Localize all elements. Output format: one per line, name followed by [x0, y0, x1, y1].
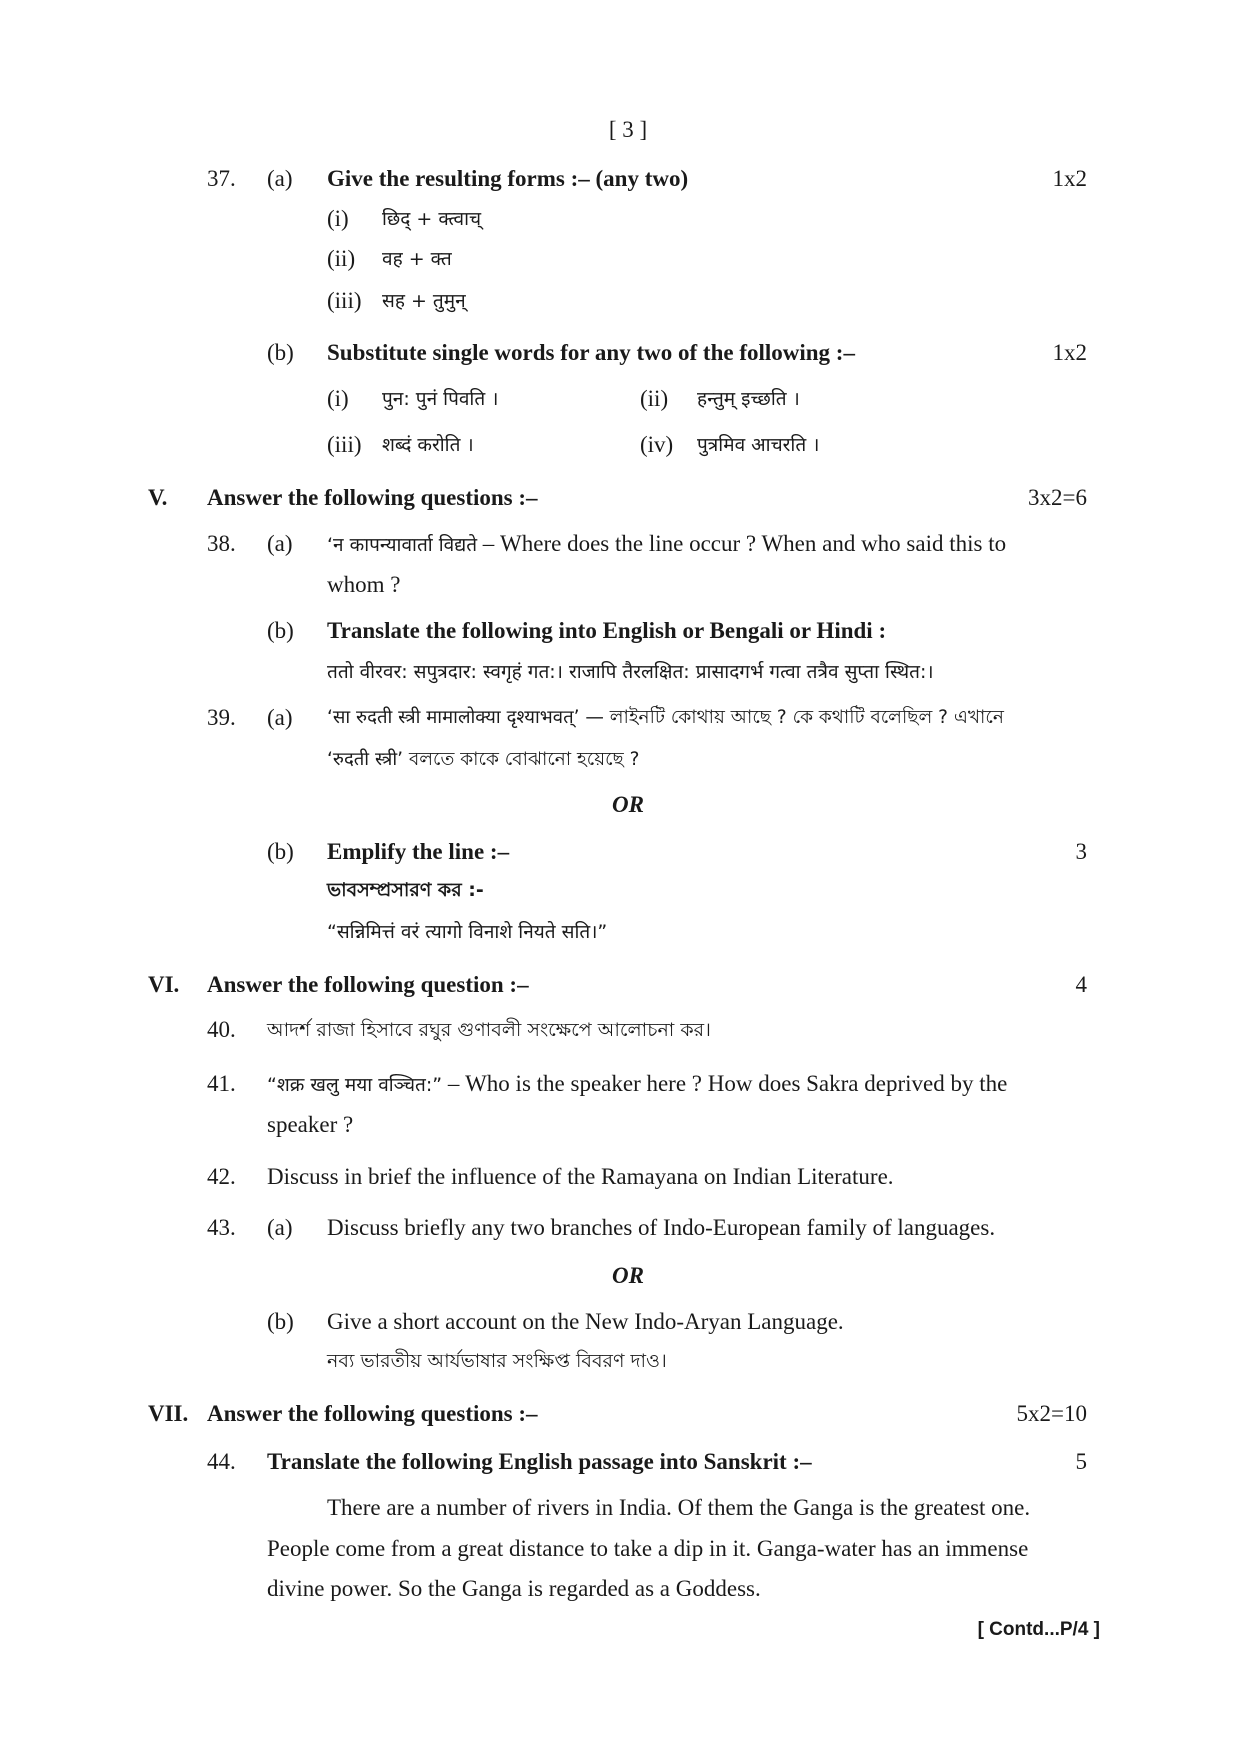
question-title: Substitute single words for any two of the following :– — [327, 340, 855, 365]
part-label: (b) — [267, 340, 294, 365]
part-label: (b) — [267, 839, 294, 864]
bengali-instruction: ভাবসম্প্রসারণ কর :- — [327, 879, 484, 901]
item-text: सह + तुमुन् — [382, 290, 466, 312]
item-text: पुन: पुनं पिवति । — [382, 388, 499, 410]
section-roman: VII. — [148, 1401, 189, 1426]
part-label: (a) — [267, 531, 293, 556]
marks: 4 — [1075, 972, 1087, 997]
part-label: (b) — [267, 618, 294, 643]
sanskrit-quote: “शक्र खलु मया वञ्चित:” — [267, 1074, 443, 1096]
section-title: Answer the following question :– — [207, 972, 529, 997]
item-label: (iii) — [327, 432, 362, 457]
question-title: Give the resulting forms :– (any two) — [327, 166, 689, 191]
item-label: (iv) — [640, 432, 674, 457]
question-number: 40. — [207, 1017, 236, 1042]
section-title: Answer the following questions :– — [207, 1401, 538, 1426]
marks: 1x2 — [1052, 166, 1087, 191]
question-text — [267, 1069, 1007, 1100]
item-label: (i) — [327, 206, 349, 231]
item-text: हन्तुम् इच्छति । — [697, 388, 800, 410]
question-number: 44. — [207, 1449, 236, 1474]
passage-line: People come from a great distance to take a dip in it. Ganga-water has an immense — [267, 1536, 1029, 1561]
question-text: ‘सा रुदती स्त्री मामालोक्या दृश्याभवत्’ — লাইনটি কোথায় আছে ? কে কথাটি বলেছিল ? এখানে — [327, 707, 1004, 728]
question-text: Discuss briefly any two branches of Indo-European family of languages. — [327, 1215, 996, 1240]
marks: 5x2=10 — [1016, 1401, 1087, 1426]
passage-line: There are a number of rivers in India. Of them the Ganga is the greatest one. — [327, 1495, 1031, 1520]
item-label: (ii) — [640, 386, 669, 411]
sanskrit-quote: “सन्निमित्तं वरं त्यागो विनाशे नियते सति।” — [327, 921, 608, 943]
marks: 3x2=6 — [1028, 485, 1087, 510]
question-text-english: – Who is the speaker here ? How does Sakra deprived by the — [442, 1071, 1008, 1096]
section-roman: VI. — [148, 972, 180, 997]
part-label: (a) — [267, 705, 293, 730]
question-text: Discuss in brief the influence of the Ramayana on Indian Literature. — [267, 1164, 894, 1189]
question-text — [327, 529, 1006, 560]
question-text-english: – Where does the line occur ? When and who said this to — [477, 531, 1007, 556]
question-title: Emplify the line :– — [327, 839, 510, 864]
or-separator: OR — [612, 792, 644, 817]
question-number: 37. — [207, 166, 236, 191]
part-label: (b) — [267, 1309, 294, 1334]
question-number: 39. — [207, 705, 236, 730]
or-separator: OR — [612, 1263, 644, 1288]
sanskrit-quote: ‘न कापन्यावार्ता विद्यते — [327, 534, 478, 556]
continued-footer: [ Contd...P/4 ] — [977, 1619, 1100, 1640]
marks: 5 — [1075, 1449, 1087, 1474]
question-title: Translate the following English passage into Sanskrit :– — [267, 1449, 812, 1474]
question-number: 38. — [207, 531, 236, 556]
sanskrit-passage: ततो वीरवर: सपुत्रदार: स्वगृहं गत:। राजापि तैरलक्षित: प्रासादगर्भ गत्वा तत्रैव सुप्ता स्थित:। — [327, 661, 934, 683]
question-number: 41. — [207, 1071, 236, 1096]
question-text-cont: speaker ? — [267, 1112, 354, 1137]
page-number: [ 3 ] — [608, 117, 648, 142]
question-text: Give a short account on the New Indo-Aryan Language. — [327, 1309, 844, 1334]
question-number: 42. — [207, 1164, 236, 1189]
item-text: छिद् + क्त्वाच् — [382, 208, 482, 230]
item-label: (i) — [327, 386, 349, 411]
item-label: (iii) — [327, 288, 362, 313]
question-text-cont: whom ? — [327, 572, 401, 597]
part-label: (a) — [267, 1215, 293, 1240]
question-number: 43. — [207, 1215, 236, 1240]
question-title: Translate the following into English or Bengali or Hindi : — [327, 618, 887, 643]
section-title: Answer the following questions :– — [207, 485, 538, 510]
section-roman: V. — [148, 485, 168, 510]
bengali-text: নব্য ভারতীয় আর্যভাষার সংক্ষিপ্ত বিবরণ দাও। — [327, 1350, 667, 1372]
item-text: शब्दं करोति । — [382, 434, 474, 456]
part-label: (a) — [267, 166, 293, 191]
marks: 3 — [1075, 839, 1087, 864]
passage-line: divine power. So the Ganga is regarded as a Goddess. — [267, 1576, 761, 1601]
marks: 1x2 — [1052, 340, 1087, 365]
question-text-cont: ‘रुदती स्त्री’ বলতে কাকে বোঝানো হয়েছে ? — [327, 749, 640, 770]
item-label: (ii) — [327, 246, 356, 271]
item-text: वह + क्त — [382, 248, 452, 270]
question-text: আদর্শ রাজা হিসাবে রঘুর গুণাবলী সংক্ষেপে আলোচনা কর। — [267, 1019, 711, 1041]
item-text: पुत्रमिव आचरति । — [697, 434, 820, 456]
